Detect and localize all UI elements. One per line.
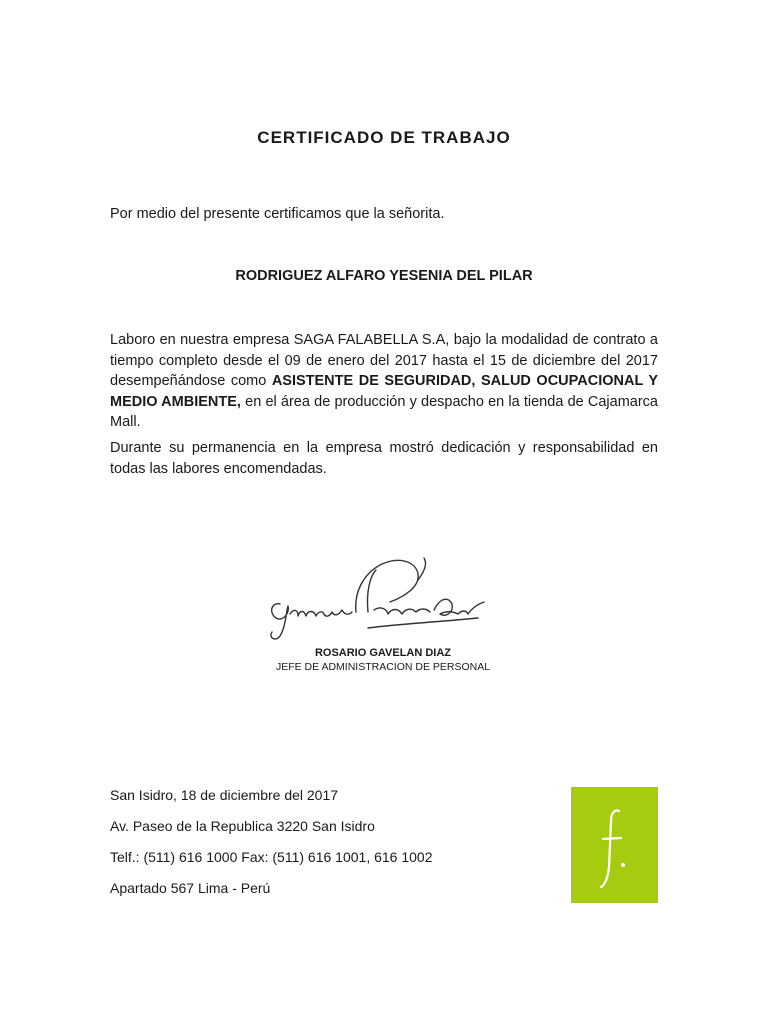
- conduct-paragraph: Durante su permanencia en la empresa mostró dedicación y responsabilidad en todas las labores encomendadas.: [110, 440, 658, 477]
- handwritten-signature: [258, 552, 508, 652]
- signature-block: [258, 552, 508, 677]
- employment-text-end: en el área de producción y despacho en la tienda de Cajamarca Mall.: [110, 393, 658, 430]
- date-line: San Isidro, 18 de diciembre del 2017: [110, 787, 339, 803]
- po-box-line: Apartado 567 Lima - Perú: [110, 880, 271, 896]
- phone-line: Telf.: (511) 616 1000 Fax: (511) 616 1001, 616 1002: [110, 849, 433, 865]
- employment-text-start: Laboro en nuestra empresa SAGA FALABELLA S.A, bajo la modalidad de contrato a tiempo completo desde el 09 de enero del 2017 hasta el 15 de diciembre del 2017 desempeñándose como: [110, 332, 658, 389]
- falabella-f-logo-icon: [571, 787, 658, 903]
- signer-title: JEFE DE ADMINISTRACION DE PERSONAL: [275, 661, 491, 673]
- document-title: CERTIFICADO DE TRABAJO: [257, 128, 511, 147]
- address-line: Av. Paseo de la Republica 3220 San Isidro: [110, 818, 375, 834]
- employment-paragraph: [110, 330, 658, 433]
- position-title: ASISTENTE DE SEGURIDAD, SALUD OCUPACIONAL Y MEDIO AMBIENTE,: [110, 373, 658, 410]
- signer-name: ROSARIO GAVELAN DIAZ: [314, 647, 452, 659]
- employee-name: RODRIGUEZ ALFARO YESENIA DEL PILAR: [235, 268, 533, 284]
- intro-text: Por medio del presente certificamos que la señorita.: [110, 206, 445, 222]
